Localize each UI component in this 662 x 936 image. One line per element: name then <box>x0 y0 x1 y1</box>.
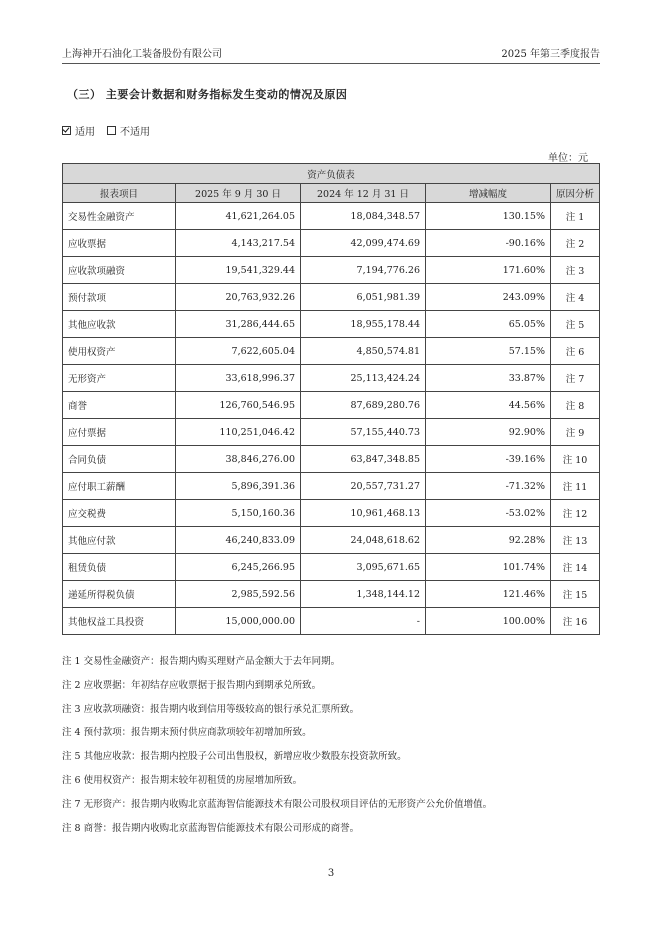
row-item: 交易性金融资产 <box>63 203 176 230</box>
row-change-pct: 33.87% <box>426 365 551 392</box>
applicability-options <box>62 123 150 138</box>
row-prior-value: 18,955,178.44 <box>301 311 426 338</box>
row-reason: 注 6 <box>551 338 600 365</box>
row-current-value: 4,143,217.54 <box>176 230 301 257</box>
row-item: 应付票据 <box>63 419 176 446</box>
applicable-label: 适用 <box>75 127 95 138</box>
col-header-reason: 原因分析 <box>551 184 600 203</box>
row-change-pct: 171.60% <box>426 257 551 284</box>
row-reason: 注 11 <box>551 473 600 500</box>
row-prior-value: 6,051,981.39 <box>301 284 426 311</box>
col-header-current: 2025 年 9 月 30 日 <box>176 184 301 203</box>
row-prior-value: 18,084,348.57 <box>301 203 426 230</box>
row-prior-value: 25,113,424.24 <box>301 365 426 392</box>
table-row <box>63 554 600 581</box>
row-change-pct: 100.00% <box>426 608 551 635</box>
table-row <box>63 311 600 338</box>
row-prior-value: 57,155,440.73 <box>301 419 426 446</box>
row-item: 合同负债 <box>63 446 176 473</box>
row-change-pct: 65.05% <box>426 311 551 338</box>
row-item: 其他应付款 <box>63 527 176 554</box>
row-change-pct: 121.46% <box>426 581 551 608</box>
report-title: 2025 年第三季度报告 <box>501 49 600 60</box>
row-reason: 注 8 <box>551 392 600 419</box>
row-reason: 注 12 <box>551 500 600 527</box>
table-row <box>63 203 600 230</box>
row-current-value: 38,846,276.00 <box>176 446 301 473</box>
table-row <box>63 608 600 635</box>
row-prior-value: 42,099,474.69 <box>301 230 426 257</box>
company-name: 上海神开石油化工装备股份有限公司 <box>62 49 222 60</box>
row-reason: 注 3 <box>551 257 600 284</box>
row-item: 无形资产 <box>63 365 176 392</box>
row-current-value: 110,251,046.42 <box>176 419 301 446</box>
not-applicable-label: 不适用 <box>120 127 150 138</box>
page-header <box>62 44 600 64</box>
table-row <box>63 527 600 554</box>
row-change-pct: 243.09% <box>426 284 551 311</box>
applicable-checkbox[interactable] <box>62 126 71 135</box>
row-item: 应付职工薪酬 <box>63 473 176 500</box>
row-prior-value: 24,048,618.62 <box>301 527 426 554</box>
row-item: 使用权资产 <box>63 338 176 365</box>
row-prior-value: 87,689,280.76 <box>301 392 426 419</box>
row-change-pct: 92.28% <box>426 527 551 554</box>
row-reason: 注 4 <box>551 284 600 311</box>
note-item: 注 4 预付款项：报告期末预付供应商款项较年初增加所致。 <box>62 727 312 739</box>
table-row <box>63 473 600 500</box>
row-item: 租赁负债 <box>63 554 176 581</box>
row-change-pct: 44.56% <box>426 392 551 419</box>
row-change-pct: -39.16% <box>426 446 551 473</box>
table-row <box>63 500 600 527</box>
row-prior-value: 10,961,468.13 <box>301 500 426 527</box>
row-prior-value: - <box>301 608 426 635</box>
row-current-value: 6,245,266.95 <box>176 554 301 581</box>
col-header-item: 报表项目 <box>63 184 176 203</box>
row-item: 其他权益工具投资 <box>63 608 176 635</box>
table-row <box>63 446 600 473</box>
row-prior-value: 63,847,348.85 <box>301 446 426 473</box>
table-row <box>63 419 600 446</box>
row-item: 其他应收款 <box>63 311 176 338</box>
table-row <box>63 338 600 365</box>
row-item: 预付款项 <box>63 284 176 311</box>
table-row <box>63 365 600 392</box>
row-item: 应交税费 <box>63 500 176 527</box>
unit-label: 单位：元 <box>548 153 588 164</box>
note-item: 注 3 应收款项融资：报告期内收到信用等级较高的银行承兑汇票所致。 <box>62 703 360 715</box>
note-item: 注 7 无形资产：报告期内收购北京蓝海智信能源技术有限公司股权项目评估的无形资产公允价值增值。 <box>62 798 493 810</box>
table-caption: 资产负债表 <box>63 164 600 184</box>
row-reason: 注 1 <box>551 203 600 230</box>
note-item: 注 2 应收票据：年初结存应收票据于报告期内到期承兑所致。 <box>62 679 322 691</box>
note-item: 注 8 商誉：报告期内收购北京蓝海智信能源技术有限公司形成的商誉。 <box>62 822 360 834</box>
table-row <box>63 284 600 311</box>
row-item: 递延所得税负债 <box>63 581 176 608</box>
row-change-pct: -53.02% <box>426 500 551 527</box>
row-prior-value: 4,850,574.81 <box>301 338 426 365</box>
row-reason: 注 15 <box>551 581 600 608</box>
note-item: 注 6 使用权资产：报告期末较年初租赁的房屋增加所致。 <box>62 774 303 786</box>
table-row <box>63 392 600 419</box>
row-reason: 注 14 <box>551 554 600 581</box>
row-item: 商誉 <box>63 392 176 419</box>
row-current-value: 33,618,996.37 <box>176 365 301 392</box>
row-prior-value: 3,095,671.65 <box>301 554 426 581</box>
row-reason: 注 13 <box>551 527 600 554</box>
row-reason: 注 7 <box>551 365 600 392</box>
row-prior-value: 1,348,144.12 <box>301 581 426 608</box>
row-current-value: 19,541,329.44 <box>176 257 301 284</box>
row-change-pct: -90.16% <box>426 230 551 257</box>
row-current-value: 15,000,000.00 <box>176 608 301 635</box>
row-current-value: 31,286,444.65 <box>176 311 301 338</box>
row-item: 应收款项融资 <box>63 257 176 284</box>
row-prior-value: 7,194,776.26 <box>301 257 426 284</box>
row-current-value: 126,760,546.95 <box>176 392 301 419</box>
note-item: 注 1 交易性金融资产：报告期内购买理财产品金额大于去年同期。 <box>62 656 341 667</box>
row-prior-value: 20,557,731.27 <box>301 473 426 500</box>
table-row <box>63 257 600 284</box>
row-reason: 注 10 <box>551 446 600 473</box>
row-item: 应收票据 <box>63 230 176 257</box>
row-current-value: 7,622,605.04 <box>176 338 301 365</box>
col-header-prior: 2024 年 12 月 31 日 <box>301 184 426 203</box>
row-current-value: 46,240,833.09 <box>176 527 301 554</box>
row-reason: 注 16 <box>551 608 600 635</box>
col-header-change: 增减幅度 <box>426 184 551 203</box>
row-current-value: 2,985,592.56 <box>176 581 301 608</box>
row-current-value: 5,896,391.36 <box>176 473 301 500</box>
row-current-value: 5,150,160.36 <box>176 500 301 527</box>
row-reason: 注 9 <box>551 419 600 446</box>
not-applicable-checkbox[interactable] <box>107 126 116 135</box>
note-item: 注 5 其他应收款：报告期内控股子公司出售股权，新增应收少数股东投资款所致。 <box>62 751 407 763</box>
row-change-pct: 130.15% <box>426 203 551 230</box>
row-change-pct: 57.15% <box>426 338 551 365</box>
notes-section <box>62 654 602 844</box>
row-change-pct: 101.74% <box>426 554 551 581</box>
table-row <box>63 230 600 257</box>
row-reason: 注 5 <box>551 311 600 338</box>
balance-sheet-table <box>62 163 600 635</box>
table-row <box>63 581 600 608</box>
row-change-pct: -71.32% <box>426 473 551 500</box>
page-number: 3 <box>327 868 335 879</box>
row-current-value: 20,763,932.26 <box>176 284 301 311</box>
row-reason: 注 2 <box>551 230 600 257</box>
section-title: （三） 主要会计数据和财务指标发生变动的情况及原因 <box>67 88 348 101</box>
row-current-value: 41,621,264.05 <box>176 203 301 230</box>
row-change-pct: 92.90% <box>426 419 551 446</box>
